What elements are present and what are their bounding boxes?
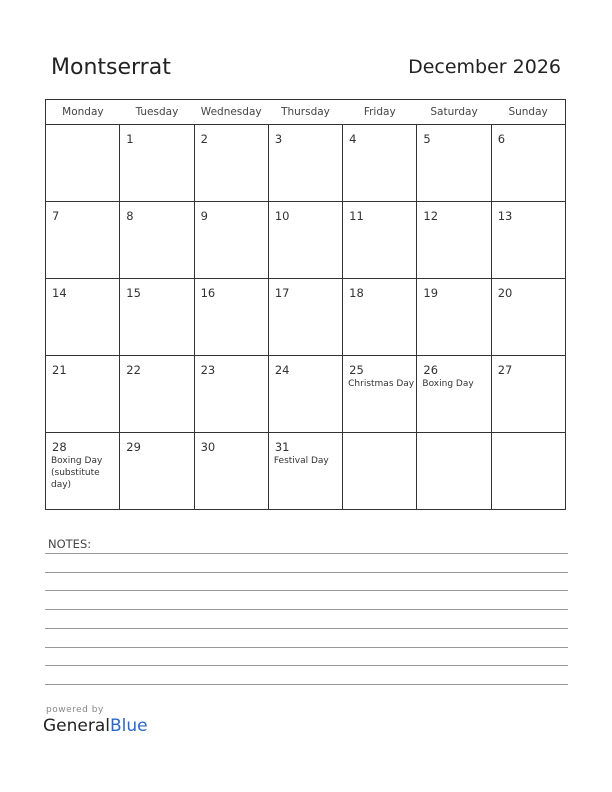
day-cell bbox=[194, 279, 268, 356]
week-row bbox=[46, 356, 566, 433]
calendar-grid bbox=[45, 99, 566, 510]
day-number: 23 bbox=[200, 363, 216, 377]
weekday-header: Friday bbox=[343, 100, 417, 125]
day-cell bbox=[268, 202, 342, 279]
weekday-header: Monday bbox=[46, 100, 120, 125]
week-row bbox=[46, 279, 566, 356]
day-cell bbox=[194, 356, 268, 433]
note-line bbox=[45, 684, 568, 685]
day-cell bbox=[343, 125, 417, 202]
day-cell bbox=[268, 356, 342, 433]
day-number: 2 bbox=[200, 132, 208, 146]
notes-label: NOTES: bbox=[48, 537, 92, 551]
day-cell bbox=[120, 125, 194, 202]
weekday-header: Thursday bbox=[268, 100, 342, 125]
day-number: 25 bbox=[349, 363, 364, 377]
month-year-title: December 2026 bbox=[408, 56, 561, 78]
day-number: 9 bbox=[200, 209, 208, 223]
week-row bbox=[46, 433, 566, 510]
day-cell bbox=[417, 125, 491, 202]
day-number: 16 bbox=[200, 286, 216, 300]
brand-general: General bbox=[43, 716, 110, 736]
weekday-header: Sunday bbox=[491, 100, 565, 125]
day-cell bbox=[417, 356, 491, 433]
day-number: 22 bbox=[126, 363, 141, 377]
note-line bbox=[45, 553, 568, 554]
day-number: 18 bbox=[349, 286, 364, 300]
day-cell bbox=[120, 356, 194, 433]
day-number: 27 bbox=[497, 363, 513, 377]
day-number: 15 bbox=[126, 286, 141, 300]
day-cell bbox=[417, 202, 491, 279]
day-number: 26 bbox=[423, 363, 439, 377]
day-cell bbox=[120, 433, 194, 510]
day-number: 4 bbox=[349, 132, 357, 146]
day-cell bbox=[120, 202, 194, 279]
day-number: 17 bbox=[274, 286, 290, 300]
day-cell bbox=[343, 202, 417, 279]
note-line bbox=[45, 665, 568, 666]
holiday-label: Festival Day bbox=[273, 456, 329, 466]
day-cell bbox=[417, 433, 491, 510]
day-cell bbox=[46, 279, 120, 356]
day-number: 14 bbox=[52, 286, 67, 300]
generalblue-logo bbox=[43, 716, 148, 736]
day-number: 21 bbox=[52, 363, 67, 377]
day-cell bbox=[194, 433, 268, 510]
day-cell bbox=[120, 279, 194, 356]
day-number: 24 bbox=[274, 363, 290, 377]
note-line bbox=[45, 628, 568, 629]
day-cell bbox=[194, 202, 268, 279]
day-cell bbox=[343, 433, 417, 510]
day-cell bbox=[491, 202, 565, 279]
day-cell bbox=[491, 356, 565, 433]
day-cell bbox=[46, 356, 120, 433]
holiday-label: Boxing Day (substitute day) bbox=[51, 456, 103, 490]
day-number: 19 bbox=[423, 286, 439, 300]
note-line bbox=[45, 609, 568, 610]
day-number: 28 bbox=[52, 440, 67, 454]
weekday-header: Wednesday bbox=[194, 100, 268, 125]
note-line bbox=[45, 647, 568, 648]
weekday-header: Tuesday bbox=[120, 100, 194, 125]
day-cell bbox=[268, 433, 342, 510]
day-number: 20 bbox=[497, 286, 513, 300]
day-number: 30 bbox=[200, 440, 216, 454]
day-number: 1 bbox=[126, 132, 134, 146]
day-cell bbox=[417, 279, 491, 356]
brand-blue: Blue bbox=[110, 716, 148, 736]
weekday-header: Saturday bbox=[417, 100, 491, 125]
day-number: 31 bbox=[274, 440, 290, 454]
day-number: 13 bbox=[497, 209, 513, 223]
note-line bbox=[45, 590, 568, 591]
weekday-header-row bbox=[46, 100, 566, 125]
day-number: 8 bbox=[126, 209, 134, 223]
day-cell bbox=[46, 433, 120, 510]
calendar-body bbox=[46, 125, 566, 510]
holiday-label: Boxing Day bbox=[422, 379, 474, 389]
note-line bbox=[45, 572, 568, 573]
day-cell bbox=[491, 279, 565, 356]
day-number: 10 bbox=[274, 209, 290, 223]
day-cell bbox=[194, 125, 268, 202]
day-cell bbox=[343, 356, 417, 433]
day-cell bbox=[268, 279, 342, 356]
day-cell bbox=[268, 125, 342, 202]
day-number: 5 bbox=[423, 132, 431, 146]
holiday-label: Christmas Day bbox=[348, 379, 415, 389]
day-number: 6 bbox=[497, 132, 506, 146]
day-number: 29 bbox=[126, 440, 141, 454]
day-cell bbox=[46, 125, 120, 202]
week-row bbox=[46, 202, 566, 279]
day-number: 3 bbox=[274, 132, 283, 146]
country-title: Montserrat bbox=[51, 55, 171, 80]
day-number: 11 bbox=[349, 209, 364, 223]
day-cell bbox=[46, 202, 120, 279]
day-number: 12 bbox=[423, 209, 439, 223]
day-cell bbox=[343, 279, 417, 356]
week-row bbox=[46, 125, 566, 202]
day-number: 7 bbox=[52, 209, 60, 223]
powered-by-text: powered by bbox=[46, 705, 104, 715]
day-cell bbox=[491, 433, 565, 510]
day-cell bbox=[491, 125, 565, 202]
